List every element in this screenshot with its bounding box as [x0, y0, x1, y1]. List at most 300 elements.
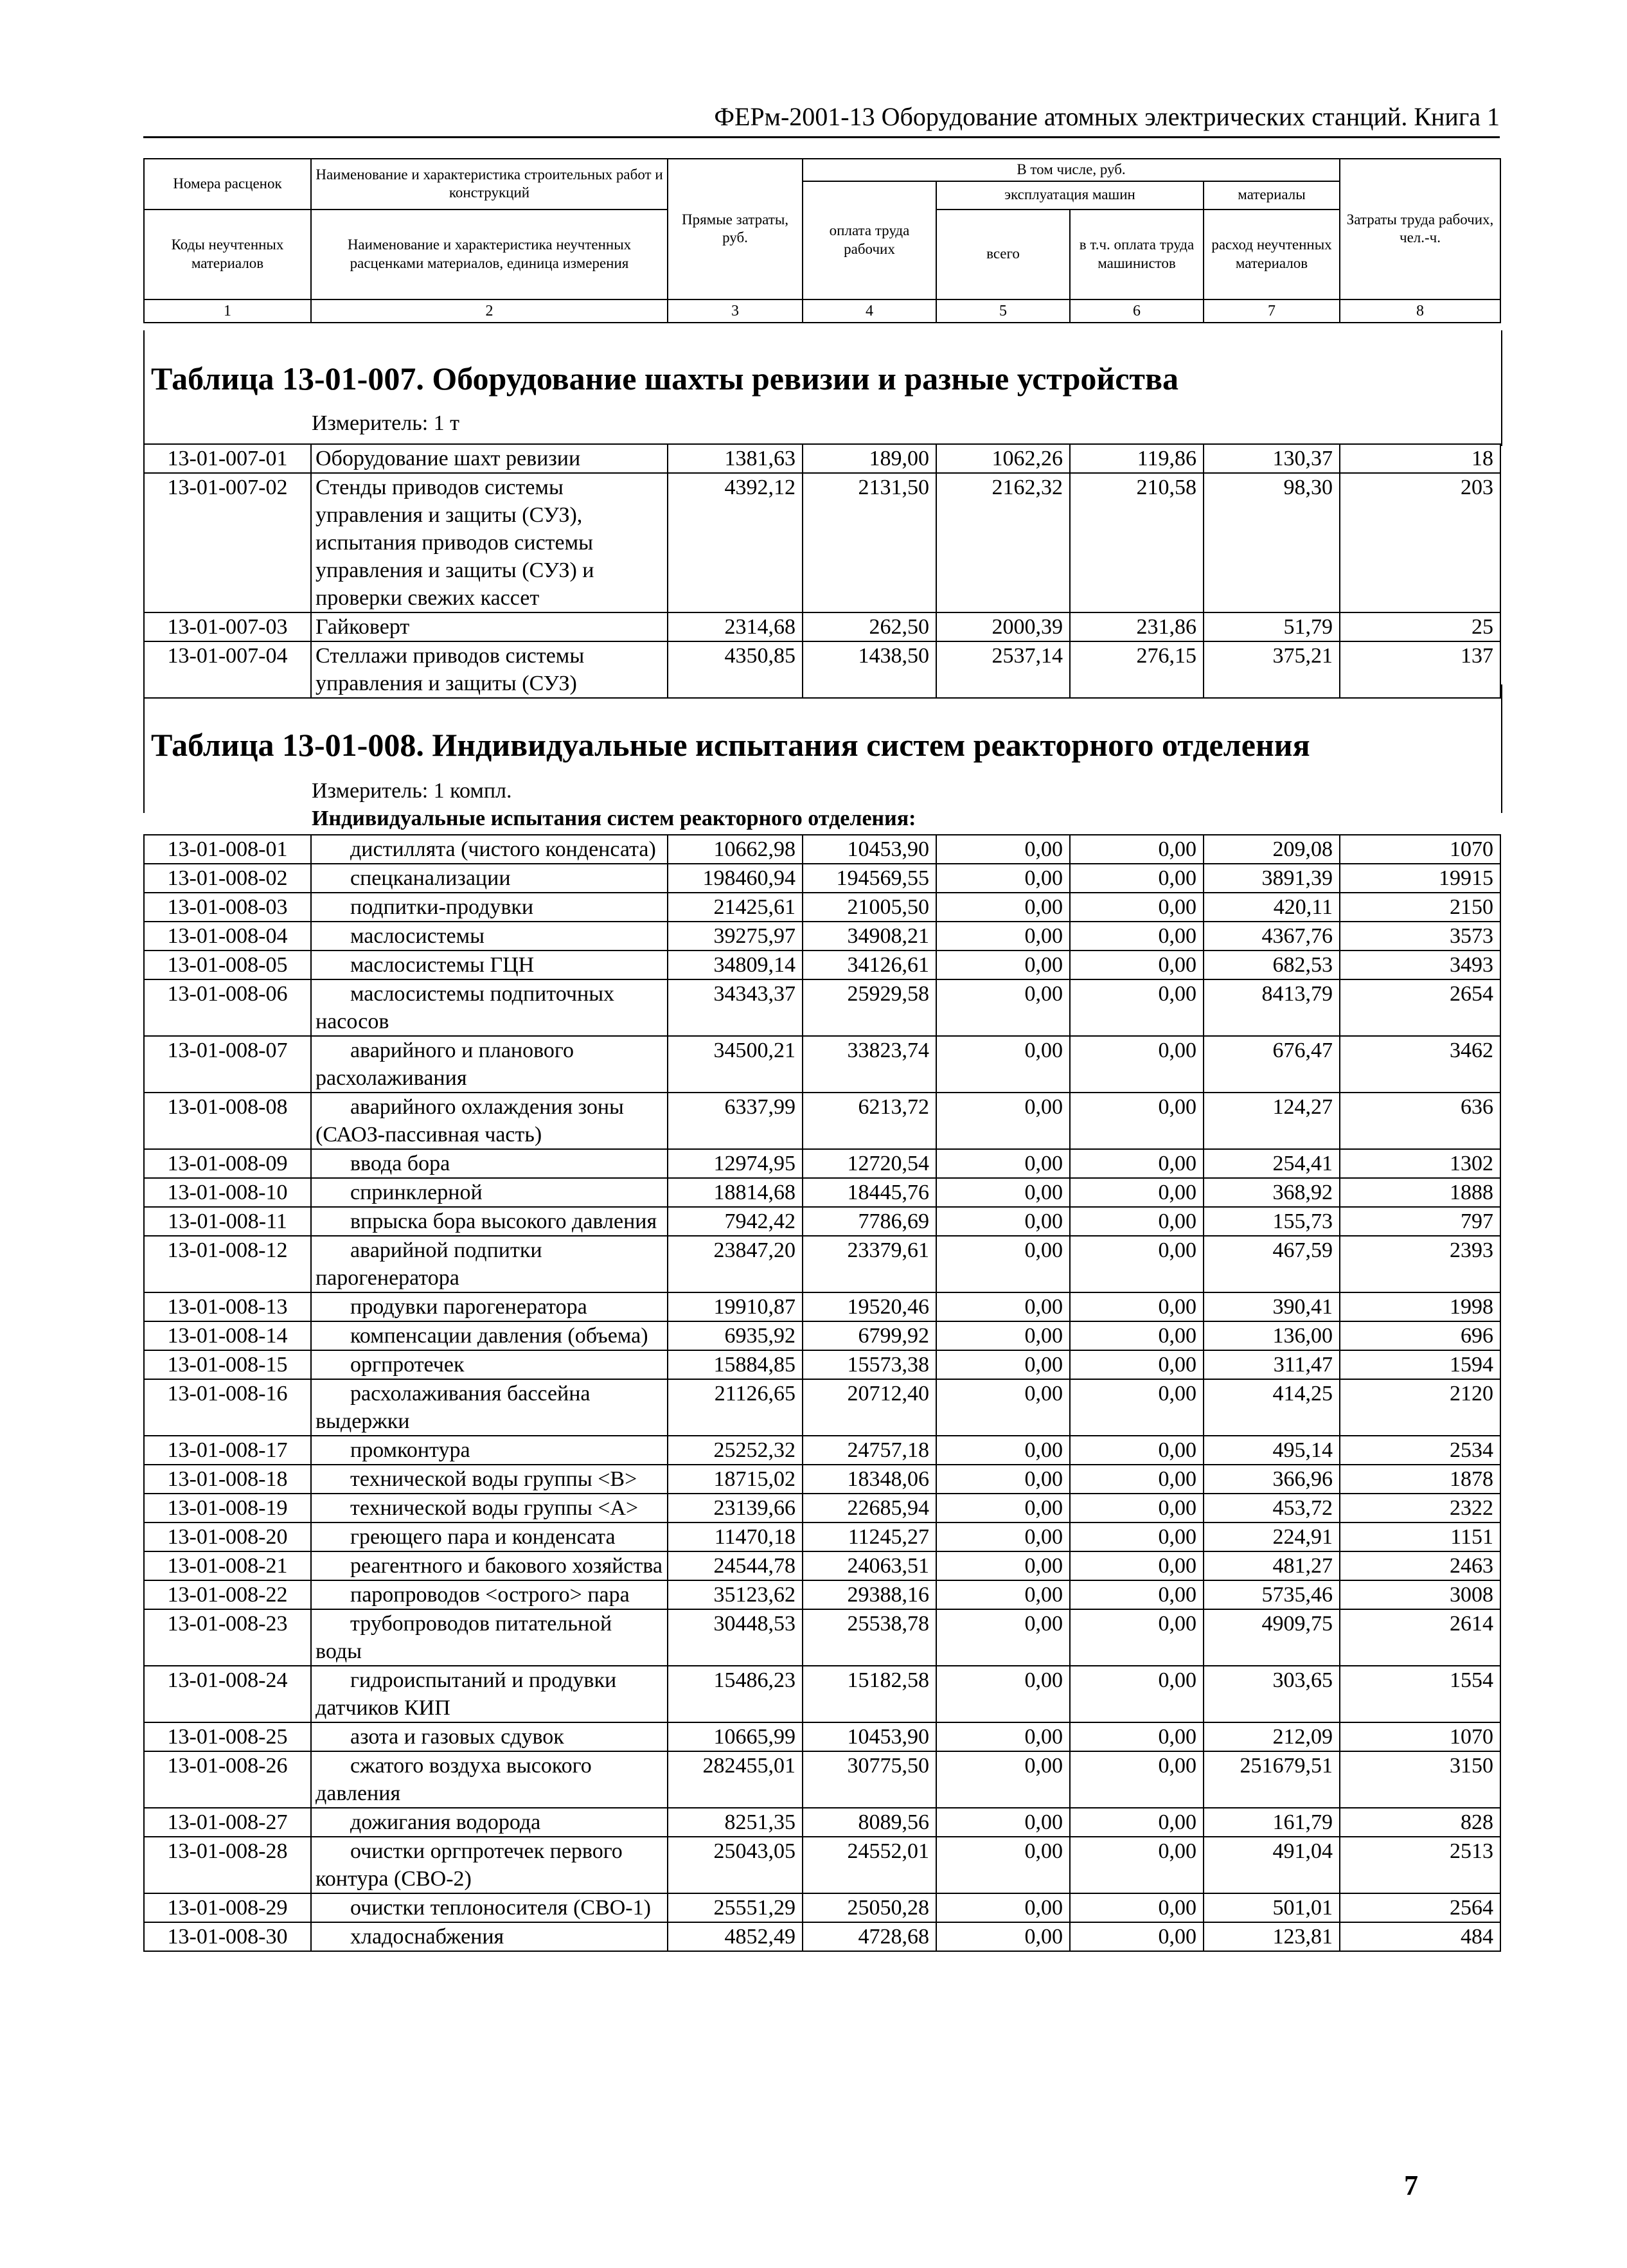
cell-code: 13-01-008-23	[144, 1609, 311, 1666]
cell-mach-wages: 0,00	[1070, 1178, 1204, 1207]
cell-direct: 4852,49	[668, 1922, 803, 1951]
cell-code: 13-01-008-05	[144, 951, 311, 979]
cell-wages: 1438,50	[803, 641, 936, 698]
cell-wages: 24757,18	[803, 1436, 936, 1465]
cell-mach: 0,00	[936, 835, 1070, 864]
cell-mach: 0,00	[936, 1093, 1070, 1149]
cell-wages: 18445,76	[803, 1178, 936, 1207]
table-row	[144, 1350, 1500, 1379]
cell-wages: 20712,40	[803, 1379, 936, 1436]
cell-code: 13-01-008-26	[144, 1751, 311, 1808]
cell-labor: 828	[1340, 1808, 1500, 1837]
cell-code: 13-01-008-29	[144, 1893, 311, 1922]
cell-code: 13-01-007-02	[144, 473, 311, 612]
cell-mach: 0,00	[936, 1494, 1070, 1522]
cell-labor: 3150	[1340, 1751, 1500, 1808]
cell-mat: 130,37	[1204, 444, 1340, 473]
cell-name: азота и газовых сдувок	[311, 1722, 668, 1751]
cell-direct: 34809,14	[668, 951, 803, 979]
cell-direct: 34500,21	[668, 1036, 803, 1093]
cell-direct: 282455,01	[668, 1751, 803, 1808]
cell-mach-wages: 0,00	[1070, 979, 1204, 1036]
cell-mat: 4909,75	[1204, 1609, 1340, 1666]
cell-code: 13-01-007-03	[144, 612, 311, 641]
cell-mach-wages: 0,00	[1070, 1551, 1204, 1580]
cell-name: аварийной подпитки парогенератора	[311, 1236, 668, 1292]
table-row	[144, 1922, 1500, 1951]
header-direct-costs: Прямые затраты, руб.	[668, 159, 803, 299]
cell-wages: 30775,50	[803, 1751, 936, 1808]
cell-code: 13-01-008-03	[144, 893, 311, 922]
cell-code: 13-01-008-08	[144, 1093, 311, 1149]
cell-direct: 4392,12	[668, 473, 803, 612]
cell-direct: 25551,29	[668, 1893, 803, 1922]
cell-direct: 198460,94	[668, 864, 803, 893]
cell-mach-wages: 0,00	[1070, 893, 1204, 922]
cell-mat: 3891,39	[1204, 864, 1340, 893]
table-row	[144, 1722, 1500, 1751]
cell-name: компенсации давления (объема)	[311, 1321, 668, 1350]
cell-code: 13-01-008-19	[144, 1494, 311, 1522]
cell-code: 13-01-008-13	[144, 1292, 311, 1321]
header-materials: материалы	[1204, 181, 1340, 210]
table-row	[144, 864, 1500, 893]
cell-labor: 2654	[1340, 979, 1500, 1036]
cell-name: спецканализации	[311, 864, 668, 893]
cell-name: Стеллажи приводов системы управления и защиты (СУЗ)	[311, 641, 668, 698]
cell-code: 13-01-008-11	[144, 1207, 311, 1236]
cell-wages: 23379,61	[803, 1236, 936, 1292]
cell-code: 13-01-008-02	[144, 864, 311, 893]
cell-name: аварийного и планового расхолаживания	[311, 1036, 668, 1093]
col-number: 3	[668, 299, 803, 323]
cell-mach: 0,00	[936, 1922, 1070, 1951]
cell-code: 13-01-008-30	[144, 1922, 311, 1951]
cell-code: 13-01-007-04	[144, 641, 311, 698]
cell-wages: 12720,54	[803, 1149, 936, 1178]
table-row	[144, 1207, 1500, 1236]
cell-direct: 23139,66	[668, 1494, 803, 1522]
cell-mach-wages: 0,00	[1070, 1837, 1204, 1893]
table-007	[143, 443, 1501, 699]
cell-name: спринклерной	[311, 1178, 668, 1207]
cell-mach-wages: 0,00	[1070, 1893, 1204, 1922]
cell-mach-wages: 119,86	[1070, 444, 1204, 473]
cell-mach: 0,00	[936, 1551, 1070, 1580]
table-row	[144, 1580, 1500, 1609]
cell-mach: 0,00	[936, 1379, 1070, 1436]
cell-mach: 0,00	[936, 951, 1070, 979]
cell-code: 13-01-008-07	[144, 1036, 311, 1093]
cell-direct: 6935,92	[668, 1321, 803, 1350]
cell-wages: 25050,28	[803, 1893, 936, 1922]
cell-mach: 0,00	[936, 1149, 1070, 1178]
cell-mat: 390,41	[1204, 1292, 1340, 1321]
cell-code: 13-01-008-06	[144, 979, 311, 1036]
table-008-subheading: Индивидуальные испытания систем реакторного отделения:	[312, 807, 916, 830]
cell-name: оргпротечек	[311, 1350, 668, 1379]
cell-mach-wages: 0,00	[1070, 1036, 1204, 1093]
cell-name: сжатого воздуха высокого давления	[311, 1751, 668, 1808]
cell-wages: 18348,06	[803, 1465, 936, 1494]
cell-mach-wages: 231,86	[1070, 612, 1204, 641]
cell-labor: 1151	[1340, 1522, 1500, 1551]
cell-direct: 24544,78	[668, 1551, 803, 1580]
col-number: 1	[144, 299, 311, 323]
cell-code: 13-01-007-01	[144, 444, 311, 473]
cell-labor: 1888	[1340, 1178, 1500, 1207]
header-machines: эксплуатация машин	[936, 181, 1204, 210]
cell-mach: 0,00	[936, 979, 1070, 1036]
cell-direct: 21126,65	[668, 1379, 803, 1436]
cell-labor: 3008	[1340, 1580, 1500, 1609]
cell-direct: 10665,99	[668, 1722, 803, 1751]
cell-name: греющего пара и конденсата	[311, 1522, 668, 1551]
col-number: 2	[311, 299, 668, 323]
cell-wages: 10453,90	[803, 1722, 936, 1751]
cell-mach-wages: 0,00	[1070, 1379, 1204, 1436]
cell-name: расхолаживания бассейна выдержки	[311, 1379, 668, 1436]
table-007-measure: Измеритель: 1 т	[312, 411, 460, 435]
cell-mat: 311,47	[1204, 1350, 1340, 1379]
cell-code: 13-01-008-04	[144, 922, 311, 951]
cell-labor: 1554	[1340, 1666, 1500, 1722]
table-row	[144, 1036, 1500, 1093]
cell-direct: 6337,99	[668, 1093, 803, 1149]
cell-labor: 1070	[1340, 835, 1500, 864]
col-number: 4	[803, 299, 936, 323]
cell-mach: 0,00	[936, 1751, 1070, 1808]
cell-code: 13-01-008-24	[144, 1666, 311, 1722]
cell-wages: 25538,78	[803, 1609, 936, 1666]
cell-labor: 636	[1340, 1093, 1500, 1149]
header-codes: Номера расценок	[144, 159, 311, 210]
col-number: 7	[1204, 299, 1340, 323]
table-row	[144, 1093, 1500, 1149]
table-row	[144, 473, 1500, 612]
cell-mach-wages: 210,58	[1070, 473, 1204, 612]
cell-mat: 453,72	[1204, 1494, 1340, 1522]
table-row	[144, 1178, 1500, 1207]
cell-name: промконтура	[311, 1436, 668, 1465]
cell-direct: 18715,02	[668, 1465, 803, 1494]
cell-mat: 375,21	[1204, 641, 1340, 698]
cell-mach-wages: 0,00	[1070, 1494, 1204, 1522]
cell-mach: 0,00	[936, 1207, 1070, 1236]
cell-wages: 21005,50	[803, 893, 936, 922]
cell-wages: 6213,72	[803, 1093, 936, 1149]
cell-mach-wages: 0,00	[1070, 1922, 1204, 1951]
cell-mach: 0,00	[936, 1436, 1070, 1465]
table-row	[144, 1893, 1500, 1922]
cell-labor: 484	[1340, 1922, 1500, 1951]
cell-direct: 25043,05	[668, 1837, 803, 1893]
table-row	[144, 1436, 1500, 1465]
cell-mach: 0,00	[936, 1036, 1070, 1093]
cell-mach: 2537,14	[936, 641, 1070, 698]
cell-labor: 1594	[1340, 1350, 1500, 1379]
cell-name: аварийного охлаждения зоны (САОЗ-пассивная часть)	[311, 1093, 668, 1149]
cell-code: 13-01-008-27	[144, 1808, 311, 1837]
cell-name: дожигания водорода	[311, 1808, 668, 1837]
cell-mach-wages: 276,15	[1070, 641, 1204, 698]
cell-name: трубопроводов питательной воды	[311, 1609, 668, 1666]
cell-mat: 481,27	[1204, 1551, 1340, 1580]
running-title: ФЕРм-2001-13 Оборудование атомных электрических станций. Книга 1	[714, 102, 1500, 131]
cell-name: маслосистемы ГЦН	[311, 951, 668, 979]
header-unaccounted-codes: Коды неучтенных материалов	[144, 210, 311, 299]
cell-code: 13-01-008-28	[144, 1837, 311, 1893]
cell-labor: 2513	[1340, 1837, 1500, 1893]
cell-name: реагентного и бакового хозяйства	[311, 1551, 668, 1580]
cell-wages: 22685,94	[803, 1494, 936, 1522]
table-row	[144, 1321, 1500, 1350]
cell-mat: 414,25	[1204, 1379, 1340, 1436]
cell-mach-wages: 0,00	[1070, 1722, 1204, 1751]
cell-mach: 0,00	[936, 893, 1070, 922]
cell-labor: 2534	[1340, 1436, 1500, 1465]
cell-code: 13-01-008-16	[144, 1379, 311, 1436]
cell-mach-wages: 0,00	[1070, 1465, 1204, 1494]
cell-labor: 2150	[1340, 893, 1500, 922]
cell-code: 13-01-008-18	[144, 1465, 311, 1494]
cell-mach-wages: 0,00	[1070, 864, 1204, 893]
cell-mach: 0,00	[936, 1580, 1070, 1609]
cell-name: очистки теплоносителя (СВО-1)	[311, 1893, 668, 1922]
header-machines-total: всего	[936, 210, 1070, 299]
cell-mat: 368,92	[1204, 1178, 1340, 1207]
cell-mat: 254,41	[1204, 1149, 1340, 1178]
cell-direct: 12974,95	[668, 1149, 803, 1178]
cell-labor: 2393	[1340, 1236, 1500, 1292]
table-row	[144, 1522, 1500, 1551]
table-row	[144, 1379, 1500, 1436]
cell-mach: 0,00	[936, 922, 1070, 951]
cell-mat: 209,08	[1204, 835, 1340, 864]
cell-name: очистки оргпротечек первого контура (СВО-2)	[311, 1837, 668, 1893]
table-row	[144, 1494, 1500, 1522]
cell-name: Гайковерт	[311, 612, 668, 641]
header-name: Наименование и характеристика строительных работ и конструкций	[311, 159, 668, 210]
cell-wages: 34908,21	[803, 922, 936, 951]
column-header-table	[143, 158, 1501, 323]
cell-wages: 29388,16	[803, 1580, 936, 1609]
cell-wages: 15182,58	[803, 1666, 936, 1722]
cell-name: впрыска бора высокого давления	[311, 1207, 668, 1236]
cell-mat: 123,81	[1204, 1922, 1340, 1951]
cell-mach: 0,00	[936, 1837, 1070, 1893]
cell-direct: 15884,85	[668, 1350, 803, 1379]
col-number: 6	[1070, 299, 1204, 323]
cell-direct: 8251,35	[668, 1808, 803, 1837]
cell-wages: 24063,51	[803, 1551, 936, 1580]
cell-mach: 0,00	[936, 1465, 1070, 1494]
cell-mach-wages: 0,00	[1070, 1292, 1204, 1321]
cell-labor: 25	[1340, 612, 1500, 641]
table-008-measure: Измеритель: 1 компл.	[312, 779, 512, 803]
cell-mach: 2000,39	[936, 612, 1070, 641]
cell-mach-wages: 0,00	[1070, 1808, 1204, 1837]
table-row	[144, 893, 1500, 922]
cell-code: 13-01-008-25	[144, 1722, 311, 1751]
header-including: В том числе, руб.	[803, 159, 1340, 181]
table-row	[144, 1149, 1500, 1178]
cell-mach: 0,00	[936, 1893, 1070, 1922]
cell-direct: 34343,37	[668, 979, 803, 1036]
col-number: 8	[1340, 299, 1500, 323]
table-row	[144, 1292, 1500, 1321]
cell-mach: 0,00	[936, 1236, 1070, 1292]
cell-labor: 3573	[1340, 922, 1500, 951]
cell-mach: 0,00	[936, 1292, 1070, 1321]
cell-code: 13-01-008-22	[144, 1580, 311, 1609]
cell-mach: 0,00	[936, 1522, 1070, 1551]
cell-name: подпитки-продувки	[311, 893, 668, 922]
table-row	[144, 1551, 1500, 1580]
cell-labor: 2120	[1340, 1379, 1500, 1436]
cell-labor: 3462	[1340, 1036, 1500, 1093]
cell-code: 13-01-008-01	[144, 835, 311, 864]
cell-mach: 0,00	[936, 1808, 1070, 1837]
cell-mach: 0,00	[936, 1321, 1070, 1350]
cell-labor: 3493	[1340, 951, 1500, 979]
table-008	[143, 834, 1501, 1952]
column-number-row	[144, 299, 1500, 323]
cell-mat: 161,79	[1204, 1808, 1340, 1837]
cell-labor: 696	[1340, 1321, 1500, 1350]
cell-mach-wages: 0,00	[1070, 835, 1204, 864]
cell-mat: 491,04	[1204, 1837, 1340, 1893]
cell-mat: 303,65	[1204, 1666, 1340, 1722]
cell-code: 13-01-008-10	[144, 1178, 311, 1207]
cell-direct: 21425,61	[668, 893, 803, 922]
cell-name: дистиллята (чистого конденсата)	[311, 835, 668, 864]
cell-mach: 0,00	[936, 1350, 1070, 1379]
cell-code: 13-01-008-21	[144, 1551, 311, 1580]
cell-mach: 0,00	[936, 1609, 1070, 1666]
cell-mach-wages: 0,00	[1070, 1666, 1204, 1722]
header-materials-unaccounted: расход неучтенных материалов	[1204, 210, 1340, 299]
cell-direct: 11470,18	[668, 1522, 803, 1551]
cell-mat: 224,91	[1204, 1522, 1340, 1551]
cell-mach: 0,00	[936, 864, 1070, 893]
cell-direct: 18814,68	[668, 1178, 803, 1207]
cell-direct: 1381,63	[668, 444, 803, 473]
cell-mat: 420,11	[1204, 893, 1340, 922]
cell-labor: 2463	[1340, 1551, 1500, 1580]
cell-code: 13-01-008-14	[144, 1321, 311, 1350]
cell-mat: 495,14	[1204, 1436, 1340, 1465]
table-row	[144, 612, 1500, 641]
cell-name: паропроводов <острого> пара	[311, 1580, 668, 1609]
cell-labor: 18	[1340, 444, 1500, 473]
table-row	[144, 1751, 1500, 1808]
page-number: 7	[1404, 2170, 1418, 2201]
header-labor: Затраты труда рабочих, чел.-ч.	[1340, 159, 1500, 299]
cell-name: Оборудование шахт ревизии	[311, 444, 668, 473]
cell-mach-wages: 0,00	[1070, 1093, 1204, 1149]
table-row	[144, 979, 1500, 1036]
cell-mat: 501,01	[1204, 1893, 1340, 1922]
cell-mach-wages: 0,00	[1070, 1609, 1204, 1666]
cell-direct: 23847,20	[668, 1236, 803, 1292]
cell-mach-wages: 0,00	[1070, 1236, 1204, 1292]
cell-mat: 98,30	[1204, 473, 1340, 612]
cell-mat: 467,59	[1204, 1236, 1340, 1292]
header-machines-wages: в т.ч. оплата труда машинистов	[1070, 210, 1204, 299]
cell-wages: 25929,58	[803, 979, 936, 1036]
cell-name: маслосистемы подпиточных насосов	[311, 979, 668, 1036]
cell-mach: 0,00	[936, 1178, 1070, 1207]
cell-labor: 2322	[1340, 1494, 1500, 1522]
cell-mat: 4367,76	[1204, 922, 1340, 951]
col-number: 5	[936, 299, 1070, 323]
cell-mach: 0,00	[936, 1666, 1070, 1722]
cell-wages: 11245,27	[803, 1522, 936, 1551]
cell-mach-wages: 0,00	[1070, 1350, 1204, 1379]
cell-name: хладоснабжения	[311, 1922, 668, 1951]
cell-wages: 194569,55	[803, 864, 936, 893]
cell-direct: 30448,53	[668, 1609, 803, 1666]
cell-mat: 5735,46	[1204, 1580, 1340, 1609]
cell-direct: 25252,32	[668, 1436, 803, 1465]
cell-direct: 39275,97	[668, 922, 803, 951]
cell-code: 13-01-008-17	[144, 1436, 311, 1465]
cell-labor: 137	[1340, 641, 1500, 698]
cell-mat: 124,27	[1204, 1093, 1340, 1149]
cell-wages: 10453,90	[803, 835, 936, 864]
table-row	[144, 1837, 1500, 1893]
cell-mach-wages: 0,00	[1070, 1522, 1204, 1551]
cell-direct: 2314,68	[668, 612, 803, 641]
cell-mat: 136,00	[1204, 1321, 1340, 1350]
cell-labor: 1878	[1340, 1465, 1500, 1494]
table-row	[144, 1465, 1500, 1494]
cell-labor: 2564	[1340, 1893, 1500, 1922]
cell-wages: 7786,69	[803, 1207, 936, 1236]
table-row	[144, 1666, 1500, 1722]
cell-name: технической воды группы <В>	[311, 1465, 668, 1494]
cell-code: 13-01-008-09	[144, 1149, 311, 1178]
cell-wages: 262,50	[803, 612, 936, 641]
cell-labor: 1070	[1340, 1722, 1500, 1751]
cell-direct: 10662,98	[668, 835, 803, 864]
table-row	[144, 835, 1500, 864]
cell-name: гидроиспытаний и продувки датчиков КИП	[311, 1666, 668, 1722]
cell-direct: 35123,62	[668, 1580, 803, 1609]
cell-mach: 1062,26	[936, 444, 1070, 473]
cell-labor: 2614	[1340, 1609, 1500, 1666]
table-008-title: Таблица 13-01-008. Индивидуальные испытания систем реакторного отделения	[151, 727, 1310, 763]
cell-wages: 8089,56	[803, 1808, 936, 1837]
cell-mach-wages: 0,00	[1070, 1321, 1204, 1350]
cell-wages: 4728,68	[803, 1922, 936, 1951]
table-row	[144, 444, 1500, 473]
header-rule	[143, 136, 1500, 138]
cell-direct: 15486,23	[668, 1666, 803, 1722]
cell-wages: 15573,38	[803, 1350, 936, 1379]
header-wages: оплата труда рабочих	[803, 181, 936, 299]
cell-mat: 676,47	[1204, 1036, 1340, 1093]
cell-wages: 189,00	[803, 444, 936, 473]
cell-wages: 19520,46	[803, 1292, 936, 1321]
cell-mat: 8413,79	[1204, 979, 1340, 1036]
cell-direct: 19910,87	[668, 1292, 803, 1321]
cell-mat: 51,79	[1204, 612, 1340, 641]
cell-code: 13-01-008-15	[144, 1350, 311, 1379]
cell-mach: 0,00	[936, 1722, 1070, 1751]
cell-mat: 682,53	[1204, 951, 1340, 979]
